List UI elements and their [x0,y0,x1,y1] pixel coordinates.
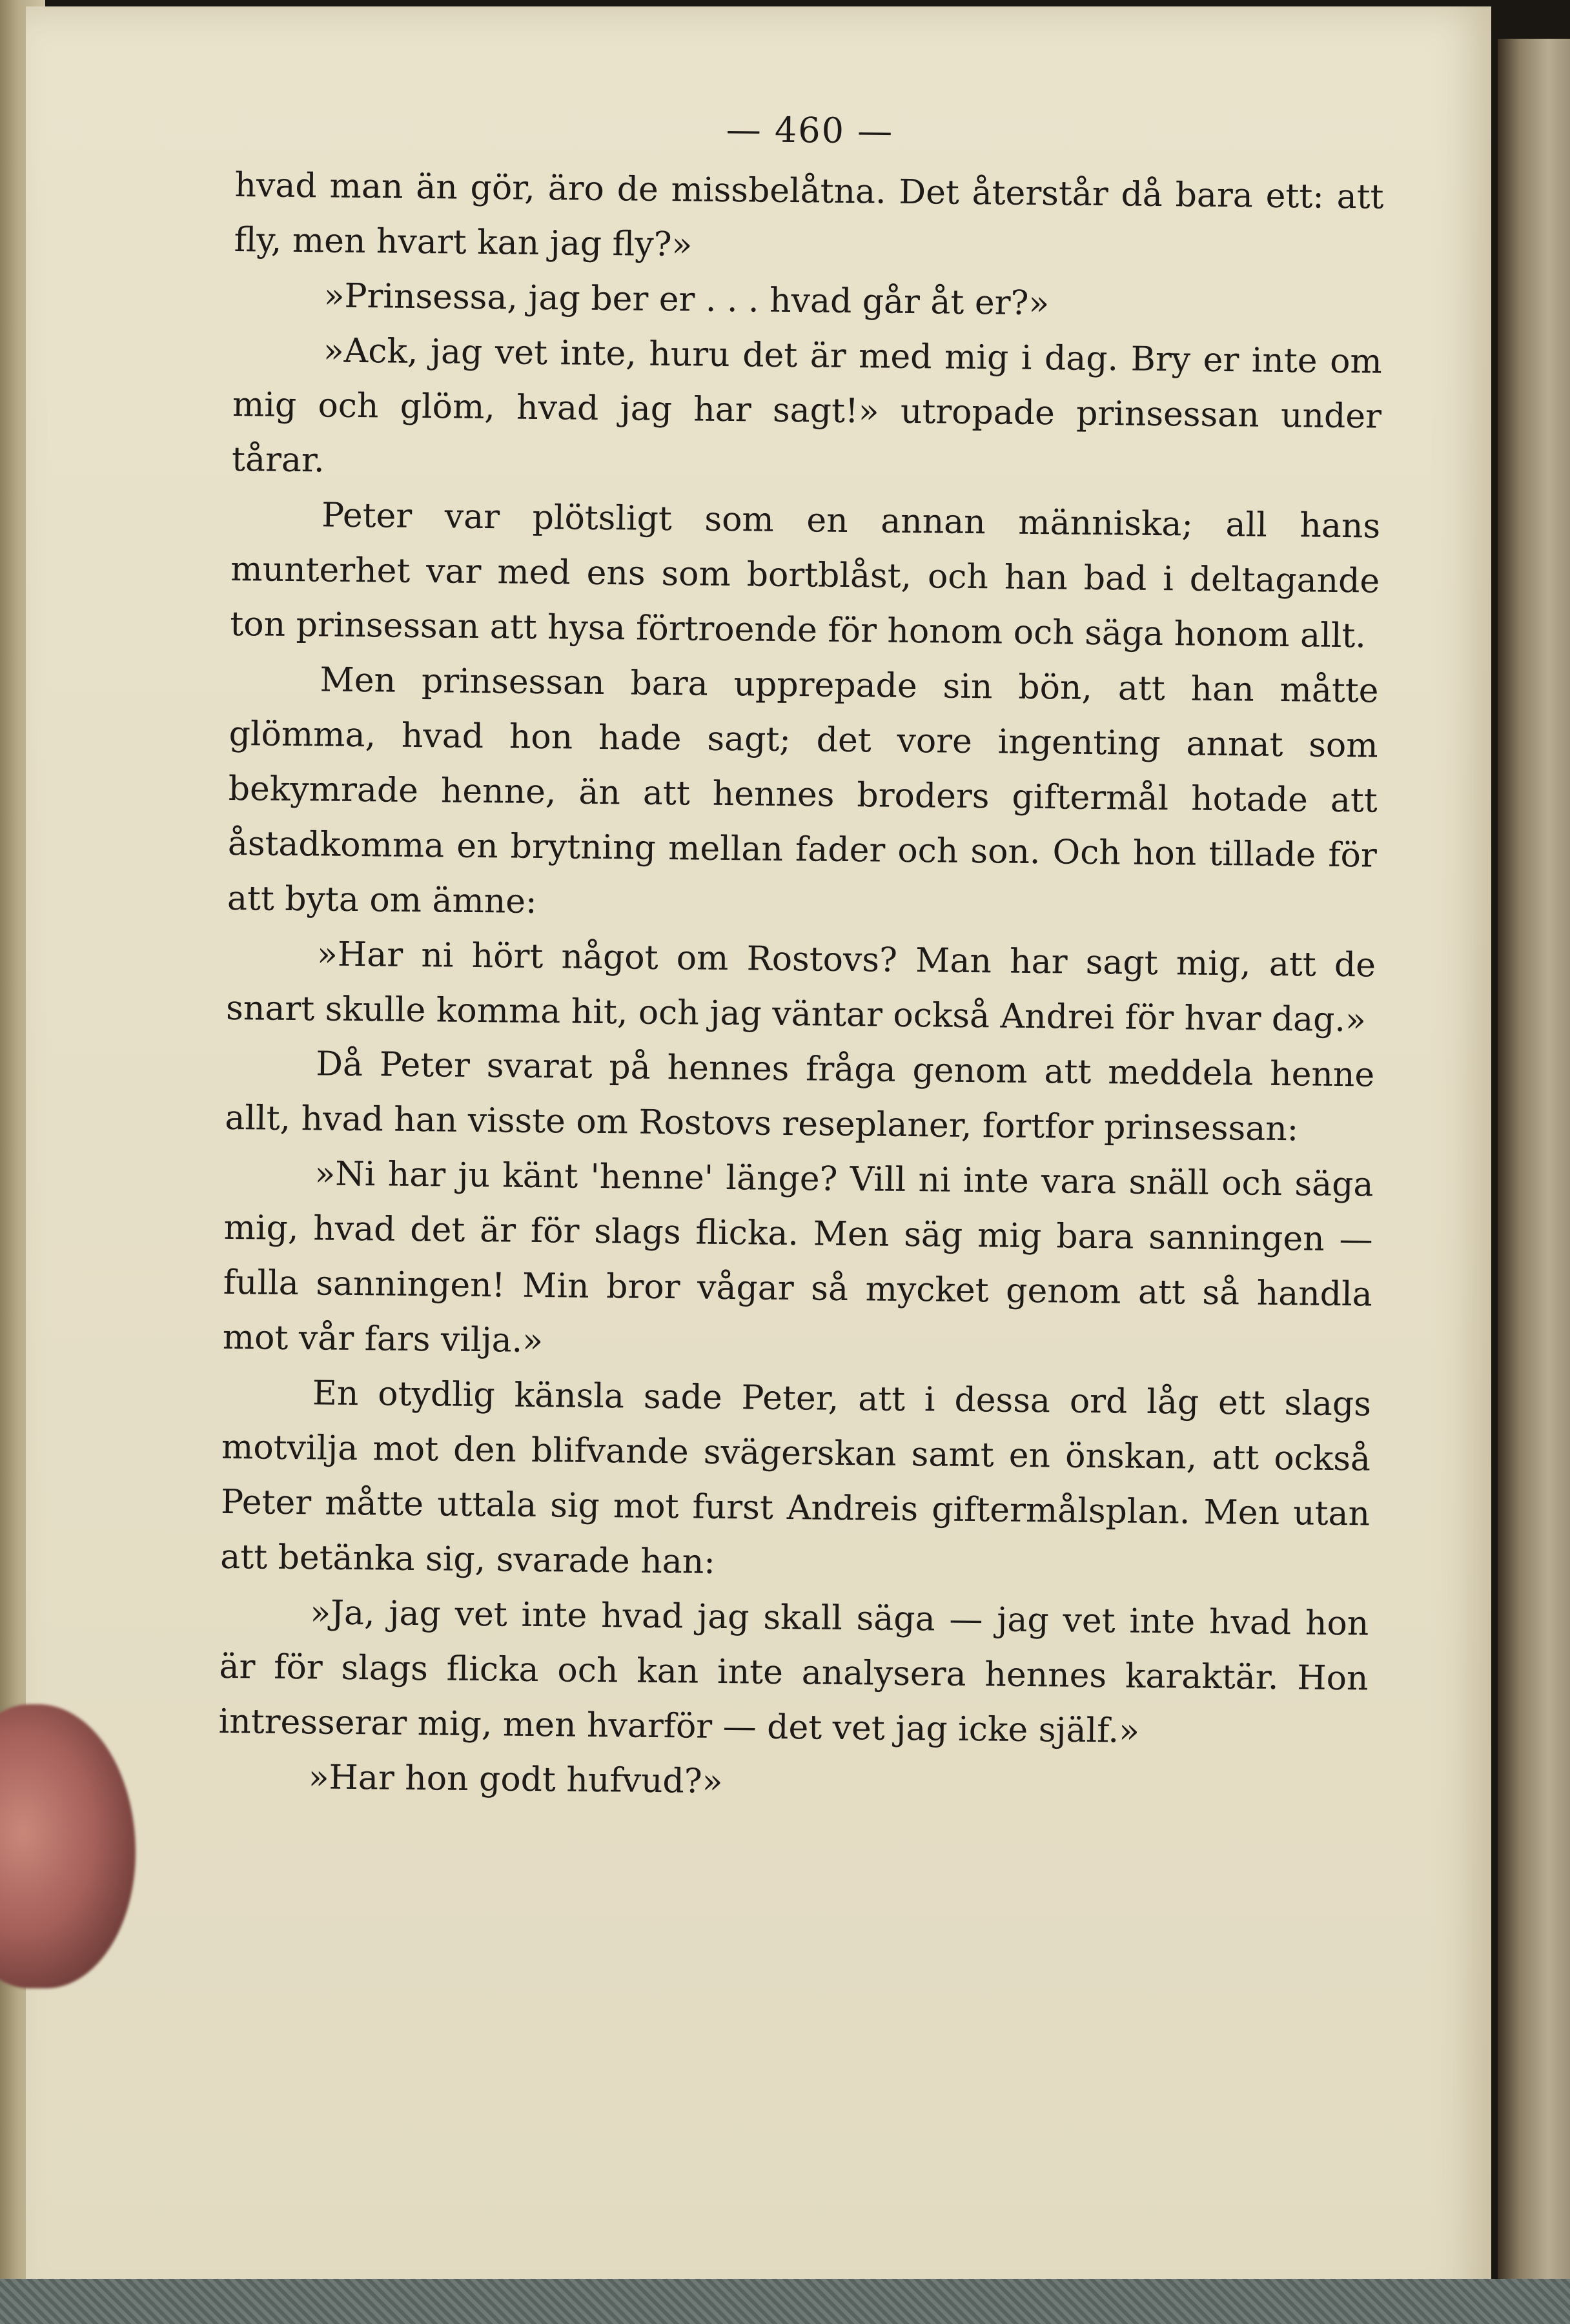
paragraph: hvad man än gör, äro de missbelåtna. Det återstår då bara ett: att fly, men hvart kan jag fly?» [234,165,1384,265]
paragraph: Då Peter svarat på hennes fråga genom att meddela henne allt, hvad han visste om Rostovs reseplaner, fortfor prinsessan: [225,1045,1375,1149]
right-page-leaf [1498,39,1570,2324]
paragraph: En otydlig känsla sade Peter, att i dessa ord låg ett slags motvilja mot den blifvande svägerskan samt en önskan, att också Peter måtte uttala sig mot furst Andreis giftermålsplan. Men utan att betänka sig, svarade han: [219,1374,1372,1582]
paragraph-list [218,158,1384,1816]
paragraph: »Har hon godt hufvud?» [308,1758,723,1802]
paragraph: »Ni har ju känt 'henne' länge? Vill ni inte vara snäll och säga mig, hvad det är för slags flicka. Men säg mig bara sanningen — fulla sanningen! Min bror vågar så mycket genom att så handla mot vår fars vilja.» [222,1154,1374,1361]
table-cloth [0,2279,1570,2324]
paragraph: Men prinsessan bara upprepade sin bön, att han måtte glömma, hvad hon hade sagt; det vore ingenting annat som bekymrade henne, än att hennes broders giftermål hotade att åstadkomma en brytning mellan fader och son. Och hon tillade för att byta om ämne: [227,660,1379,921]
page-number: — 460 — [726,108,894,152]
paragraph: »Ack, jag vet inte, huru det är med mig i dag. Bry er inte om mig och glöm, hvad jag har sagt!» utropade prinsessan under tårar. [231,331,1383,480]
page-text [218,97,1385,1816]
paragraph: »Ja, jag vet inte hvad jag skall säga — jag vet inte hvad hon är för slags flicka och kan inte analysera hennes karaktär. Hon intresserar mig, men hvarför — det vet jag icke själf.» [218,1593,1369,1751]
paragraph: »Prinsessa, jag ber er . . . hvad går åt er?» [323,276,1050,323]
paragraph: Peter var plötsligt som en annan människa; all hans munterhet var med ens som bortblåst, och han bad i deltagande ton prinsessan att hysa förtroende för honom och säga honom allt. [230,496,1381,656]
paragraph: »Har ni hört något om Rostovs? Man har sagt mig, att de snart skulle komma hit, och jag väntar också Andrei för hvar dag.» [225,935,1376,1040]
